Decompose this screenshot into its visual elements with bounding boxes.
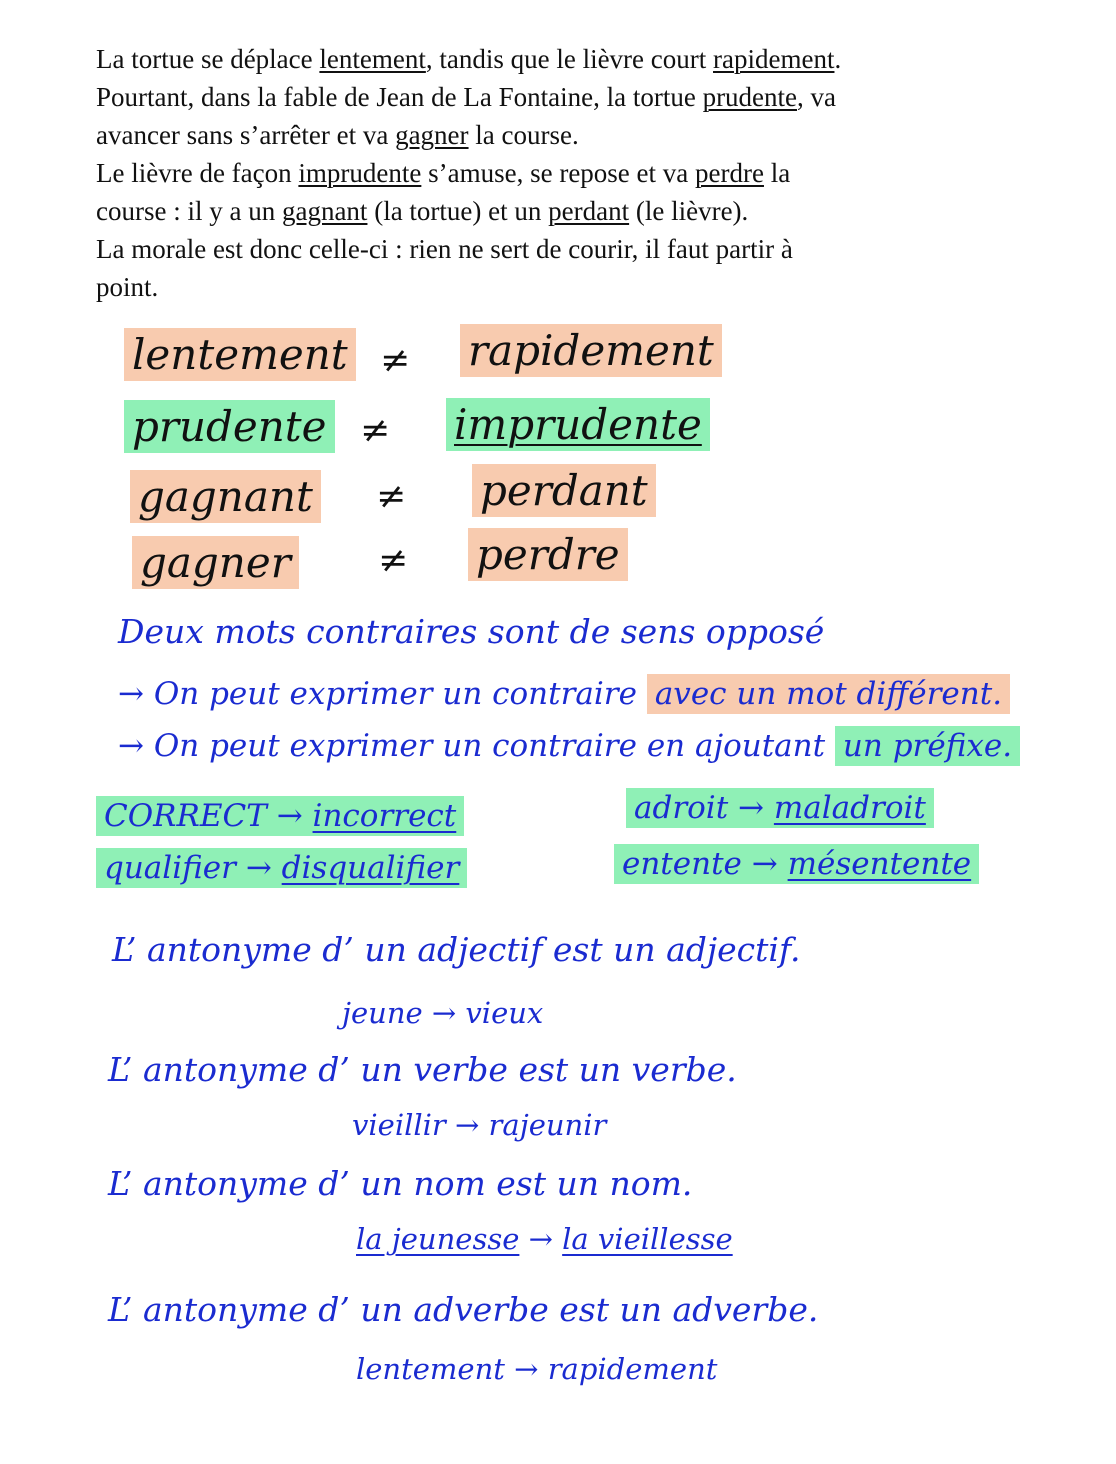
- noun-rule: L’ antonyme d’ un nom est un nom.: [108, 1164, 693, 1203]
- printed-line: [96, 116, 1036, 154]
- printed-line: [96, 78, 1036, 116]
- printed-line: [96, 154, 1036, 192]
- printed-text: (la tortue) et un: [367, 196, 549, 226]
- pair-3-left: gagnant: [130, 472, 321, 521]
- printed-text: , tandis que le lièvre court: [425, 44, 714, 74]
- printed-text: la: [763, 158, 791, 188]
- printed-text: .: [834, 44, 842, 74]
- underlined-word: lentement: [319, 44, 426, 74]
- rule-prefix: → On peut exprimer un contraire en ajoutant un préfixe.: [118, 728, 1020, 764]
- underlined-word: gagnant: [281, 196, 368, 226]
- underlined-word: perdant: [548, 196, 630, 226]
- noun-example: la jeunesse → la vieillesse: [356, 1222, 733, 1256]
- adverb-rule: L’ antonyme d’ un adverbe est un adverbe.: [108, 1290, 819, 1329]
- verb-rule: L’ antonyme d’ un verbe est un verbe.: [108, 1050, 737, 1089]
- underlined-word: perdre: [695, 158, 764, 188]
- pair-2-neq-icon: ≠: [360, 410, 391, 451]
- printed-paragraph: [96, 40, 1036, 306]
- underlined-word: rapidement: [713, 44, 835, 74]
- pair-2-right: imprudente: [446, 400, 710, 449]
- adverb-example: lentement → rapidement: [356, 1352, 718, 1386]
- printed-text: Pourtant, dans la fable de Jean de La Fontaine, la tortue: [96, 82, 703, 112]
- pair-3-neq-icon: ≠: [376, 476, 407, 517]
- verb-example: vieillir → rajeunir: [352, 1108, 607, 1142]
- printed-text: La morale est donc celle-ci : rien ne sert de courir, il faut partir à: [96, 234, 793, 264]
- prefix-example-correct: CORRECT → incorrect: [96, 798, 464, 834]
- printed-text: (le lièvre).: [629, 196, 749, 226]
- printed-line: [96, 268, 1036, 306]
- pair-4-right: perdre: [468, 530, 628, 579]
- printed-text: course : il y a un: [96, 196, 282, 226]
- adjective-example: jeune → vieux: [342, 996, 544, 1030]
- pair-2-left: prudente: [124, 402, 335, 451]
- pair-1-neq-icon: ≠: [380, 340, 411, 381]
- printed-line: [96, 192, 1036, 230]
- printed-text: point.: [96, 272, 159, 302]
- pair-1-left: lentement: [124, 330, 356, 379]
- pair-1-right: rapidement: [460, 326, 722, 375]
- prefix-example-adroit: adroit → maladroit: [626, 790, 934, 826]
- pair-3-right: perdant: [472, 466, 656, 515]
- printed-line: [96, 230, 1036, 268]
- pair-4-neq-icon: ≠: [378, 540, 409, 581]
- printed-text: la course.: [468, 120, 579, 150]
- underlined-word: gagner: [395, 120, 469, 150]
- printed-text: s’amuse, se repose et va: [421, 158, 696, 188]
- definition-title: Deux mots contraires sont de sens opposé: [118, 612, 825, 651]
- prefix-example-qualifier: qualifier → disqualifier: [96, 850, 467, 886]
- prefix-example-entente: entente → mésentente: [614, 846, 979, 882]
- printed-text: avancer sans s’arrêter et va: [96, 120, 396, 150]
- printed-text: , va: [797, 82, 837, 112]
- printed-line: [96, 40, 1036, 78]
- underlined-word: imprudente: [298, 158, 422, 188]
- adjective-rule: L’ antonyme d’ un adjectif est un adjectif.: [112, 930, 801, 969]
- underlined-word: prudente: [702, 82, 798, 112]
- printed-text: La tortue se déplace: [96, 44, 320, 74]
- pair-4-left: gagner: [132, 538, 299, 587]
- rule-different-word: → On peut exprimer un contraire avec un mot différent.: [118, 676, 1010, 712]
- printed-text: Le lièvre de façon: [96, 158, 299, 188]
